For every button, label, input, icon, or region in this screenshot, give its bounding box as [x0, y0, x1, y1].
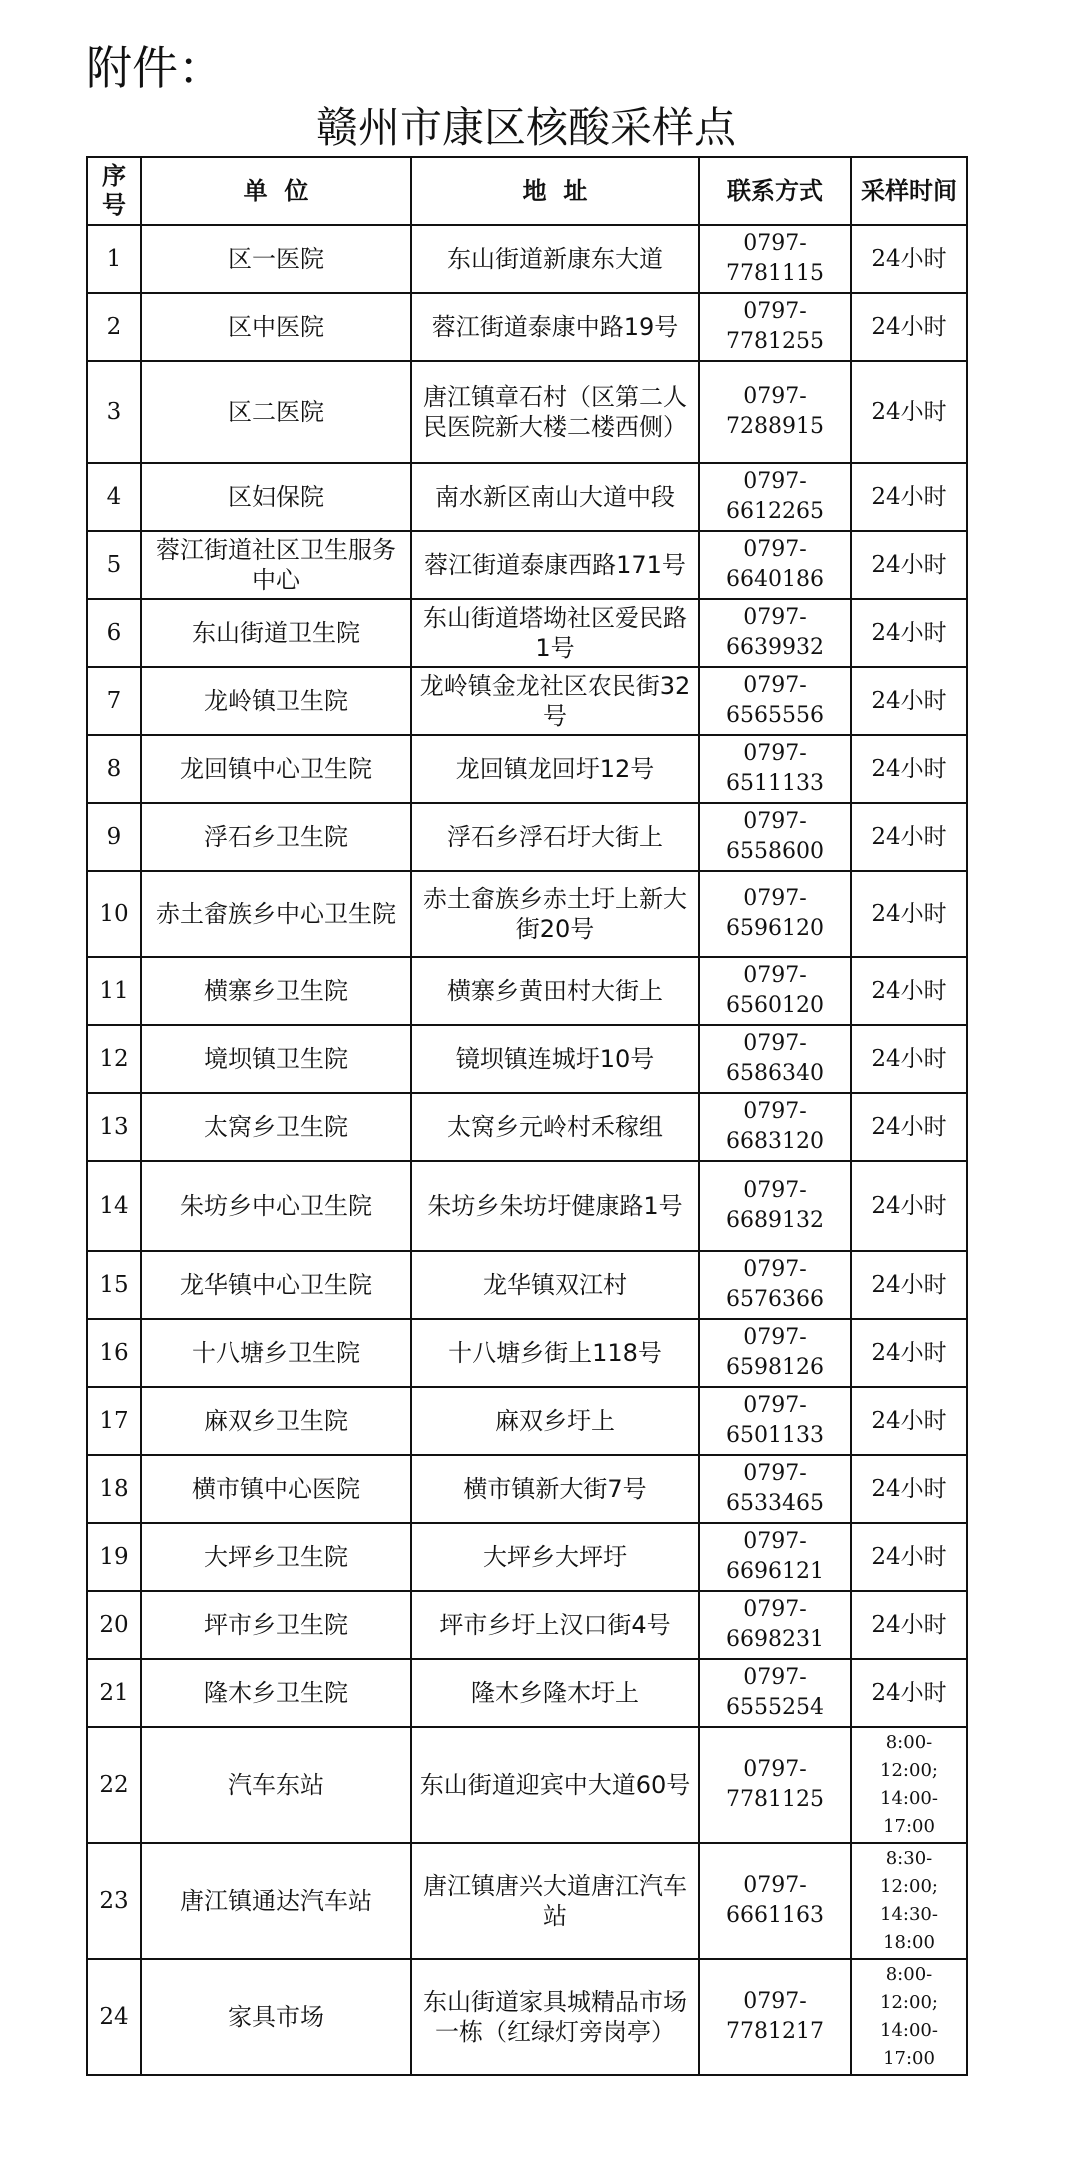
- row-phone: [699, 531, 851, 599]
- phone-prefix: 0797-: [743, 1461, 807, 1486]
- phone-number: 6560120: [726, 993, 824, 1018]
- row-time: 24小时: [851, 1659, 967, 1727]
- phone-number: 6640186: [726, 567, 824, 592]
- row-phone: [699, 1727, 851, 1843]
- phone-prefix: 0797-: [743, 1597, 807, 1622]
- phone-prefix: 0797-: [743, 1665, 807, 1690]
- row-time: 24小时: [851, 1523, 967, 1591]
- row-unit: 朱坊乡中心卫生院: [141, 1161, 411, 1251]
- row-time: 24小时: [851, 531, 967, 599]
- row-unit: 唐江镇通达汽车站: [141, 1843, 411, 1959]
- table-row: [87, 293, 967, 361]
- row-address: 十八塘乡街上118号: [411, 1319, 699, 1387]
- phone-prefix: 0797-: [743, 1031, 807, 1056]
- table-row: [87, 1093, 967, 1161]
- row-unit: 太窝乡卫生院: [141, 1093, 411, 1161]
- row-address: 东山街道塔坳社区爱民路1号: [411, 599, 699, 667]
- row-time: 24小时: [851, 599, 967, 667]
- row-phone: [699, 599, 851, 667]
- row-index: 9: [87, 803, 141, 871]
- row-time: 24小时: [851, 463, 967, 531]
- header-time: 采样时间: [851, 157, 967, 225]
- row-time: 24小时: [851, 1591, 967, 1659]
- phone-prefix: 0797-: [743, 741, 807, 766]
- phone-prefix: 0797-: [743, 231, 807, 256]
- row-index: 19: [87, 1523, 141, 1591]
- row-index: 17: [87, 1387, 141, 1455]
- phone-number: 6689132: [726, 1208, 824, 1233]
- phone-prefix: 0797-: [743, 1325, 807, 1350]
- phone-prefix: 0797-: [743, 809, 807, 834]
- row-address: 赤土畲族乡赤土圩上新大街20号: [411, 871, 699, 957]
- row-unit: 横寨乡卫生院: [141, 957, 411, 1025]
- table-row: [87, 735, 967, 803]
- row-time: [851, 1727, 967, 1843]
- time-line: 14:00-: [880, 2020, 938, 2041]
- row-time: [851, 1843, 967, 1959]
- table-row: [87, 1523, 967, 1591]
- row-address: 镜坝镇连城圩10号: [411, 1025, 699, 1093]
- phone-number: 7781115: [726, 261, 824, 286]
- time-line: 17:00: [883, 2048, 935, 2069]
- phone-prefix: 0797-: [743, 1989, 807, 2014]
- table-row: [87, 531, 967, 599]
- phone-number: 6696121: [726, 1559, 824, 1584]
- row-unit: 大坪乡卫生院: [141, 1523, 411, 1591]
- row-phone: [699, 735, 851, 803]
- row-index: 8: [87, 735, 141, 803]
- row-time: 24小时: [851, 1455, 967, 1523]
- row-unit: 龙回镇中心卫生院: [141, 735, 411, 803]
- row-phone: [699, 1455, 851, 1523]
- phone-prefix: 0797-: [743, 469, 807, 494]
- row-index: 3: [87, 361, 141, 463]
- table-row: [87, 1591, 967, 1659]
- row-time: 24小时: [851, 1387, 967, 1455]
- row-unit: 麻双乡卫生院: [141, 1387, 411, 1455]
- phone-prefix: 0797-: [743, 1757, 807, 1782]
- row-unit: 浮石乡卫生院: [141, 803, 411, 871]
- phone-number: 6511133: [726, 771, 824, 796]
- row-index: 6: [87, 599, 141, 667]
- row-address: 唐江镇章石村（区第二人民医院新大楼二楼西侧）: [411, 361, 699, 463]
- row-index: 23: [87, 1843, 141, 1959]
- row-unit: 龙岭镇卫生院: [141, 667, 411, 735]
- time-line: 17:00: [883, 1816, 935, 1837]
- phone-prefix: 0797-: [743, 886, 807, 911]
- row-time: 24小时: [851, 735, 967, 803]
- row-unit: 境坝镇卫生院: [141, 1025, 411, 1093]
- row-address: 东山街道迎宾中大道60号: [411, 1727, 699, 1843]
- phone-number: 6639932: [726, 635, 824, 660]
- row-address: 太窝乡元岭村禾稼组: [411, 1093, 699, 1161]
- time-line: 12:00;: [880, 1876, 938, 1897]
- row-time: [851, 1959, 967, 2075]
- row-unit: 坪市乡卫生院: [141, 1591, 411, 1659]
- row-time: 24小时: [851, 1319, 967, 1387]
- time-line: 14:30-: [880, 1904, 938, 1925]
- row-unit: 家具市场: [141, 1959, 411, 2075]
- table-row: [87, 667, 967, 735]
- table-row: [87, 225, 967, 293]
- phone-prefix: 0797-: [743, 1257, 807, 1282]
- row-unit: 十八塘乡卫生院: [141, 1319, 411, 1387]
- row-index: 5: [87, 531, 141, 599]
- row-phone: [699, 957, 851, 1025]
- phone-number: 6698231: [726, 1627, 824, 1652]
- row-unit: 区中医院: [141, 293, 411, 361]
- row-address: 龙回镇龙回圩12号: [411, 735, 699, 803]
- table-row: [87, 871, 967, 957]
- phone-number: 6586340: [726, 1061, 824, 1086]
- row-address: 南水新区南山大道中段: [411, 463, 699, 531]
- table-row: [87, 463, 967, 531]
- row-phone: [699, 803, 851, 871]
- phone-number: 6683120: [726, 1129, 824, 1154]
- table-row: [87, 957, 967, 1025]
- row-phone: [699, 1093, 851, 1161]
- row-unit: 区妇保院: [141, 463, 411, 531]
- row-phone: [699, 1251, 851, 1319]
- phone-number: 6576366: [726, 1287, 824, 1312]
- row-phone: [699, 1659, 851, 1727]
- table-row: [87, 1455, 967, 1523]
- header-unit: 单 位: [141, 157, 411, 225]
- row-index: 24: [87, 1959, 141, 2075]
- row-phone: [699, 667, 851, 735]
- row-index: 12: [87, 1025, 141, 1093]
- phone-number: 7781255: [726, 329, 824, 354]
- phone-number: 6612265: [726, 499, 824, 524]
- row-index: 14: [87, 1161, 141, 1251]
- row-time: 24小时: [851, 957, 967, 1025]
- row-time: 24小时: [851, 1161, 967, 1251]
- row-index: 7: [87, 667, 141, 735]
- phone-prefix: 0797-: [743, 605, 807, 630]
- row-time: 24小时: [851, 871, 967, 957]
- row-phone: [699, 463, 851, 531]
- phone-prefix: 0797-: [743, 1099, 807, 1124]
- row-address: 横寨乡黄田村大街上: [411, 957, 699, 1025]
- row-index: 13: [87, 1093, 141, 1161]
- phone-number: 6598126: [726, 1355, 824, 1380]
- table-row: [87, 1959, 967, 2075]
- phone-number: 7781217: [726, 2019, 824, 2044]
- header-contact: 联系方式: [699, 157, 851, 225]
- row-unit: 区一医院: [141, 225, 411, 293]
- phone-number: 6661163: [726, 1903, 824, 1928]
- row-time: 24小时: [851, 1025, 967, 1093]
- row-unit: 横市镇中心医院: [141, 1455, 411, 1523]
- row-index: 20: [87, 1591, 141, 1659]
- phone-prefix: 0797-: [743, 1873, 807, 1898]
- row-address: 隆木乡隆木圩上: [411, 1659, 699, 1727]
- phone-number: 6533465: [726, 1491, 824, 1516]
- row-unit: 蓉江街道社区卫生服务中心: [141, 531, 411, 599]
- table-row: [87, 1025, 967, 1093]
- phone-prefix: 0797-: [743, 963, 807, 988]
- row-address: 坪市乡圩上汉口街4号: [411, 1591, 699, 1659]
- row-phone: [699, 361, 851, 463]
- row-phone: [699, 1591, 851, 1659]
- header-address: 地 址: [411, 157, 699, 225]
- table-row: [87, 1727, 967, 1843]
- row-address: 大坪乡大坪圩: [411, 1523, 699, 1591]
- table-row: [87, 361, 967, 463]
- row-time: 24小时: [851, 1251, 967, 1319]
- row-phone: [699, 1959, 851, 2075]
- row-index: 22: [87, 1727, 141, 1843]
- time-line: 8:00-: [885, 1732, 933, 1753]
- row-index: 4: [87, 463, 141, 531]
- row-unit: 汽车东站: [141, 1727, 411, 1843]
- table-row: [87, 1387, 967, 1455]
- row-address: 蓉江街道泰康中路19号: [411, 293, 699, 361]
- row-unit: 东山街道卫生院: [141, 599, 411, 667]
- phone-prefix: 0797-: [743, 1393, 807, 1418]
- phone-number: 6596120: [726, 916, 824, 941]
- row-address: 横市镇新大街7号: [411, 1455, 699, 1523]
- header-index: 序号: [87, 157, 141, 225]
- row-address: 龙岭镇金龙社区农民街32号: [411, 667, 699, 735]
- table-row: [87, 1659, 967, 1727]
- phone-number: 6558600: [726, 839, 824, 864]
- row-index: 10: [87, 871, 141, 957]
- row-address: 麻双乡圩上: [411, 1387, 699, 1455]
- row-index: 18: [87, 1455, 141, 1523]
- sampling-sites-table: [86, 156, 968, 2076]
- time-line: 12:00;: [880, 1992, 938, 2013]
- time-line: 18:00: [883, 1932, 935, 1953]
- row-time: 24小时: [851, 225, 967, 293]
- table-header-row: [87, 157, 967, 225]
- row-address: 东山街道新康东大道: [411, 225, 699, 293]
- phone-prefix: 0797-: [743, 299, 807, 324]
- row-phone: [699, 1319, 851, 1387]
- page-title: 赣州市康区核酸采样点: [315, 103, 736, 152]
- table-row: [87, 1161, 967, 1251]
- row-address: 龙华镇双江村: [411, 1251, 699, 1319]
- row-index: 1: [87, 225, 141, 293]
- row-phone: [699, 293, 851, 361]
- phone-number: 6565556: [726, 703, 824, 728]
- row-index: 2: [87, 293, 141, 361]
- row-index: 16: [87, 1319, 141, 1387]
- row-unit: 赤土畲族乡中心卫生院: [141, 871, 411, 957]
- row-phone: [699, 1843, 851, 1959]
- phone-number: 6555254: [726, 1695, 824, 1720]
- row-unit: 区二医院: [141, 361, 411, 463]
- row-phone: [699, 1387, 851, 1455]
- row-time: 24小时: [851, 667, 967, 735]
- phone-prefix: 0797-: [743, 384, 807, 409]
- phone-prefix: 0797-: [743, 673, 807, 698]
- row-index: 21: [87, 1659, 141, 1727]
- row-address: 朱坊乡朱坊圩健康路1号: [411, 1161, 699, 1251]
- phone-prefix: 0797-: [743, 537, 807, 562]
- row-address: 浮石乡浮石圩大街上: [411, 803, 699, 871]
- row-index: 15: [87, 1251, 141, 1319]
- phone-prefix: 0797-: [743, 1529, 807, 1554]
- row-phone: [699, 225, 851, 293]
- row-unit: 隆木乡卫生院: [141, 1659, 411, 1727]
- time-line: 12:00;: [880, 1760, 938, 1781]
- row-time: 24小时: [851, 1093, 967, 1161]
- row-phone: [699, 1161, 851, 1251]
- table-row: [87, 1319, 967, 1387]
- row-address: 东山街道家具城精品市场一栋（红绿灯旁岗亭）: [411, 1959, 699, 2075]
- row-time: 24小时: [851, 803, 967, 871]
- row-phone: [699, 1523, 851, 1591]
- phone-number: 7288915: [726, 414, 824, 439]
- table-row: [87, 1843, 967, 1959]
- time-line: 14:00-: [880, 1788, 938, 1809]
- row-address: 蓉江街道泰康西路171号: [411, 531, 699, 599]
- table-row: [87, 599, 967, 667]
- row-phone: [699, 871, 851, 957]
- row-index: 11: [87, 957, 141, 1025]
- time-line: 8:30-: [885, 1848, 933, 1869]
- row-unit: 龙华镇中心卫生院: [141, 1251, 411, 1319]
- row-time: 24小时: [851, 293, 967, 361]
- attachment-label: 附件：: [86, 41, 224, 95]
- time-line: 8:00-: [885, 1964, 933, 1985]
- phone-number: 7781125: [726, 1787, 824, 1812]
- phone-number: 6501133: [726, 1423, 824, 1448]
- table-row: [87, 803, 967, 871]
- row-time: 24小时: [851, 361, 967, 463]
- phone-prefix: 0797-: [743, 1178, 807, 1203]
- row-phone: [699, 1025, 851, 1093]
- table-row: [87, 1251, 967, 1319]
- row-address: 唐江镇唐兴大道唐江汽车站: [411, 1843, 699, 1959]
